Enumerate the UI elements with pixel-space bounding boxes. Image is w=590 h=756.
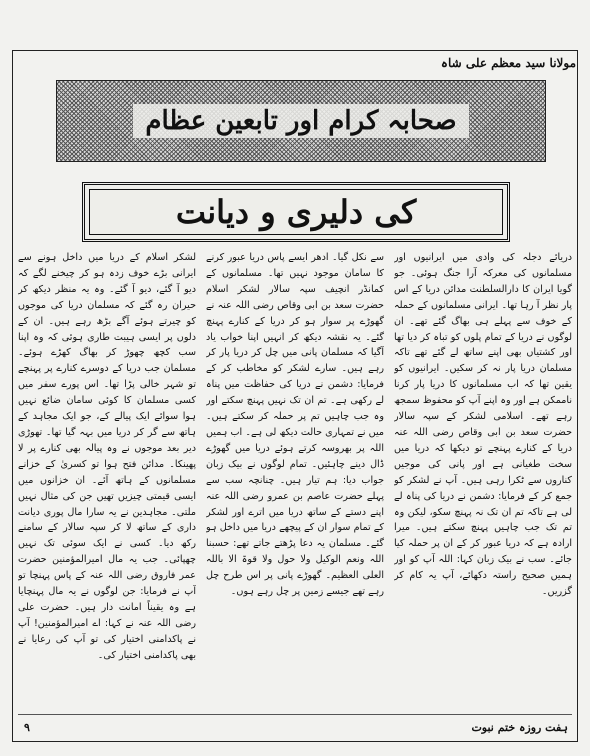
banner-title: کی دلیری و دیانت (175, 193, 417, 231)
footer-magazine-name: ہفت روزہ ختم نبوت (471, 720, 568, 734)
article-column-3 (18, 250, 196, 716)
footer-page-number: ۹ (24, 720, 30, 734)
header-title: صحابہ کرام اور تابعین عظام (133, 104, 468, 138)
article-column-2 (206, 250, 384, 716)
author-byline: مولانا سید معظم علی شاہ (440, 56, 576, 70)
article-columns (18, 250, 572, 716)
article-column-1 (394, 250, 572, 716)
banner-box (82, 182, 510, 242)
footer-divider (18, 714, 572, 715)
column-3-text: لشکر اسلام کے دریا میں داخل ہونے سے ایرانی بڑے خوف زدہ ہو کر چیخنے لگے کہ دیو آ گئے، دیو آ گئے۔ وہ یہ منظر دیکھ کر حیران رہ گئے کہ مسلمان دریا کی موجوں کو چیرتے ہوئے آگے بڑھ رہے ہیں۔ ان کے دلوں پر ایسی ہیبت طاری ہوئی کہ وہ اپنا سب کچھ چھوڑ کر بھاگ کھڑے ہوئے۔ مسلمان جب دریا کے دوسرے کنارے پر پہنچے تو شہر خالی پڑا تھا۔ اس پورے سفر میں کسی مسلمان کا کوئی سامان ضائع نہیں ہوا سوائے ایک پیالے کے، جو ایک مجاہد کے ہاتھ سے گر کر دریا میں بہہ گیا تھا۔ تھوڑی دیر بعد موجوں نے وہ پیالہ بھی کنارے پر لا پھینکا۔ مدائن فتح ہوا تو کسریٰ کے خزانے مسلمانوں کے ہاتھ آئے۔ ان خزانوں میں ایسی قیمتی چیزیں تھیں جن کی مثال نہیں ملتی۔ مجاہدین نے یہ سارا مال پوری دیانت داری کے ساتھ لا کر سپہ سالار کے سامنے رکھ دیا۔ کسی نے ایک سوئی تک نہیں چھپائی۔ جب یہ مال امیرالمؤمنین حضرت عمر فاروق رضی اللہ عنہ کے پاس پہنچا تو آپ نے فرمایا: جن لوگوں نے یہ مال پہنچایا ہے وہ یقیناً امانت دار ہیں۔ حضرت علی رضی اللہ عنہ نے کہا: اے امیرالمؤمنین! آپ نے پاکدامنی اختیار کی تو آپ کی رعایا نے بھی پاکدامنی اختیار کی۔ (18, 252, 196, 661)
column-2-text: سے نکل گیا۔ ادھر ایسے پاس دریا عبور کرنے کا سامان موجود نہیں تھا۔ مسلمانوں کے کمانڈر انچیف سپہ سالار لشکر اسلام حضرت سعد بن ابی وقاص رضی اللہ عنہ نے گھوڑے پر سوار ہو کر دریا کے کنارے پہنچ گئے۔ یہ نقشہ دیکھ کر انہیں اپنا خواب یاد آگیا کہ مسلمان پانی میں چل کر دریا پار کر رہے ہیں۔ سارے لشکر کو مخاطب کر کے فرمایا: دشمن نے دریا کی حفاظت میں پناہ لے رکھی ہے۔ تم ان تک نہیں پہنچ سکتے اور وہ جب چاہیں تم پر حملہ کر سکتے ہیں۔ میں نے تمہاری حالت دیکھ لی ہے۔ اب ہمیں اللہ پر بھروسہ کرتے ہوئے دریا میں گھوڑے ڈال دینے چاہئیں۔ تمام لوگوں نے بیک زبان جواب دیا: ہم تیار ہیں۔ چنانچہ سب سے پہلے حضرت عاصم بن عمرو رضی اللہ عنہ اپنے دستے کے ساتھ دریا میں اترے اور لشکر کے تمام سوار ان کے پیچھے دریا میں داخل ہو گئے۔ مسلمان یہ دعا پڑھتے جاتے تھے: حسبنا اللہ ونعم الوکیل ولا حول ولا قوۃ الا باللہ العلی العظیم۔ گھوڑے پانی پر اس طرح چل رہے تھے جیسے زمین پر چل رہے ہوں۔ (206, 252, 384, 598)
header-title-box (56, 80, 546, 162)
column-1-text: دریائے دجلہ کی وادی میں ایرانیوں اور مسلمانوں کی معرکہ آرا جنگ ہوئی۔ جو گویا ایران کا دارالسلطنت مدائن دریا کے اس پار نظر آ رہا تھا۔ ایرانی مسلمانوں کے حملہ کے خوف سے پہلے ہی بھاگ گئے تھے۔ ان لوگوں نے دریا کے تمام پلوں کو تباہ کر دیا تھا اور کشتیاں بھی اپنے ساتھ لے گئے تھے تاکہ مسلمان دریا پار نہ کر سکیں۔ ایرانیوں کو یقین تھا کہ اب مسلمانوں کا دریا پار کرنا ناممکن ہے اور وہ اپنے آپ کو محفوظ سمجھ رہے تھے۔ اسلامی لشکر کے سپہ سالار حضرت سعد بن ابی وقاص رضی اللہ عنہ دریا کے کنارے پہنچے تو دیکھا کہ دریا میں سخت طغیانی ہے اور پانی کی موجیں کناروں سے ٹکرا رہی ہیں۔ آپ نے لشکر کو جمع کر کے فرمایا: دشمن نے دریا کی پناہ لے لی ہے تاکہ تم ان تک نہ پہنچ سکو، لیکن وہ تم تک جب چاہیں پہنچ سکتے ہیں۔ میرا ارادہ ہے کہ دریا عبور کر کے ان پر حملہ کیا جائے۔ سب نے بیک زبان کہا: اللہ آپ کو اور ہمیں صحیح راستہ دکھائے، آپ یہ کام کر گزریں۔ (394, 252, 572, 598)
footer (24, 718, 568, 736)
